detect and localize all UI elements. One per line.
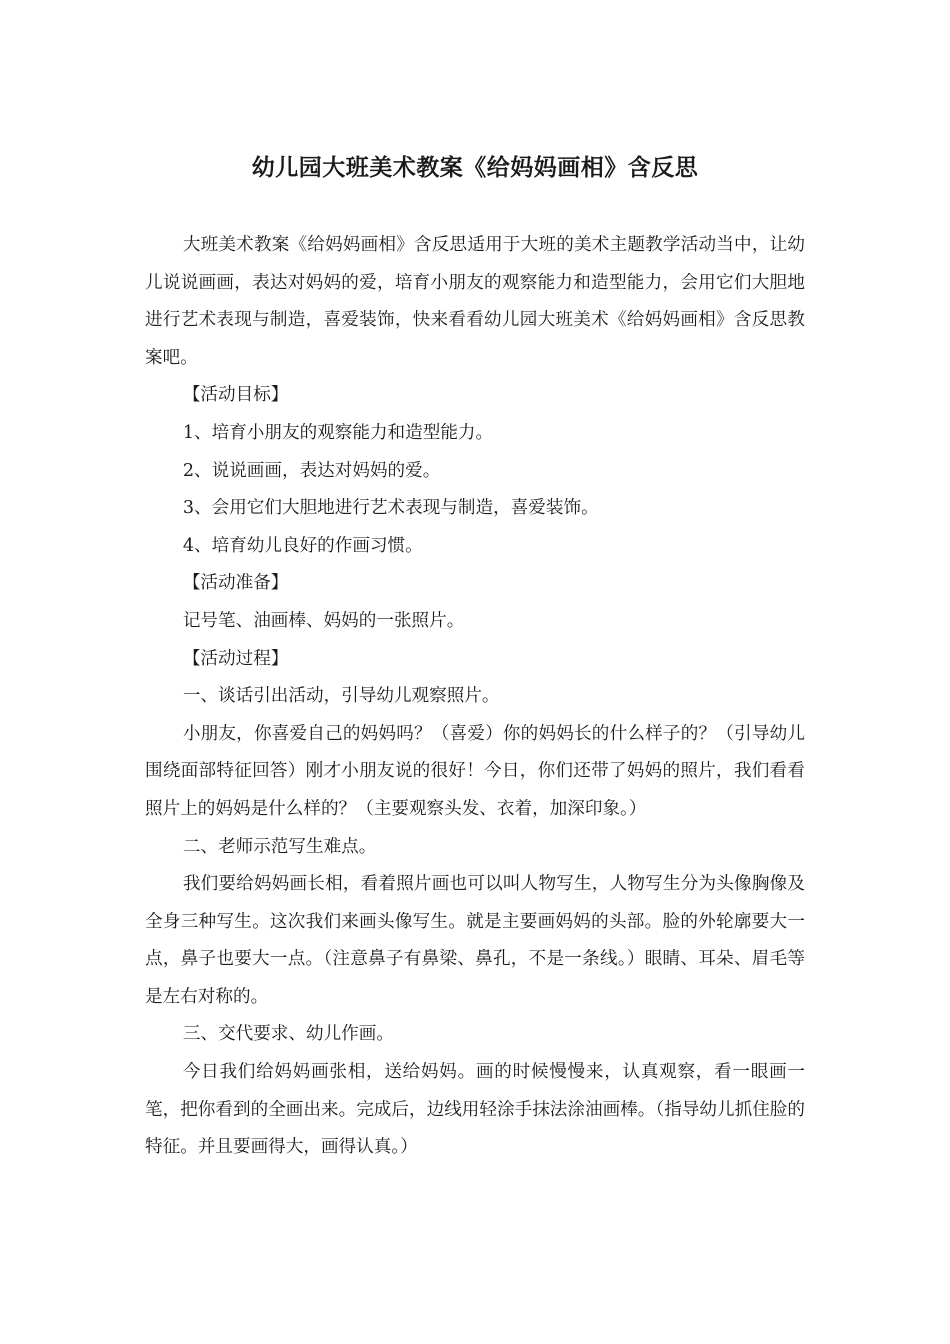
section-heading-process: 【活动过程】 [182, 648, 289, 669]
step-heading: 一、谈话引出活动，引导幼儿观察照片。 [182, 686, 500, 707]
preparation-paragraph: 记号笔、油画棒、妈妈的一张照片。 [182, 610, 465, 631]
step-paragraph: 我们要给妈妈画长相，看着照片画也可以叫人物写生，人物写生分为头像胸像及全身三种写生。这次我们来画头像写生。就是主要画妈妈的头部。脸的外轮廓要大一点，鼻子也要大一点。（注意鼻子有鼻梁、鼻孔，不是一条线。）眼睛、耳朵、眉毛等是左右对称的。 [145, 874, 805, 1007]
goal-item: 2、说说画画，表达对妈妈的爱。 [182, 460, 441, 481]
section-heading-preparation: 【活动准备】 [182, 573, 289, 594]
section-heading-goals: 【活动目标】 [182, 385, 289, 406]
step-paragraph: 小朋友，你喜爱自己的妈妈吗？（喜爱）你的妈妈长的什么样子的？（引导幼儿围绕面部特征回答）刚才小朋友说的很好！今日，你们还带了妈妈的照片，我们看看照片上的妈妈是什么样的？（主要观察头发、衣着，加深印象。） [145, 723, 805, 819]
goal-item: 4、培育幼儿良好的作画习惯。 [182, 535, 423, 556]
intro-paragraph: 大班美术教案《给妈妈画相》含反思适用于大班的美术主题教学活动当中，让幼儿说说画画，表达对妈妈的爱，培育小朋友的观察能力和造型能力，会用它们大胆地进行艺术表现与制造，喜爱装饰，快来看看幼儿园大班美术《给妈妈画相》含反思教案吧。 [145, 235, 805, 368]
goal-item: 3、会用它们大胆地进行艺术表现与制造，喜爱装饰。 [182, 498, 599, 519]
step-paragraph: 今日我们给妈妈画张相，送给妈妈。画的时候慢慢来，认真观察，看一眼画一笔，把你看到的全画出来。完成后，边线用轻涂手抹法涂油画棒。（指导幼儿抓住脸的特征。并且要画得大，画得认真。） [145, 1062, 805, 1158]
document-title: 幼儿园大班美术教案《给妈妈画相》含反思 [251, 155, 699, 181]
document-body [145, 227, 805, 1167]
step-heading: 三、交代要求、幼儿作画。 [182, 1024, 394, 1045]
step-heading: 二、老师示范写生难点。 [182, 836, 377, 857]
goal-item: 1、培育小朋友的观察能力和造型能力。 [182, 422, 494, 443]
